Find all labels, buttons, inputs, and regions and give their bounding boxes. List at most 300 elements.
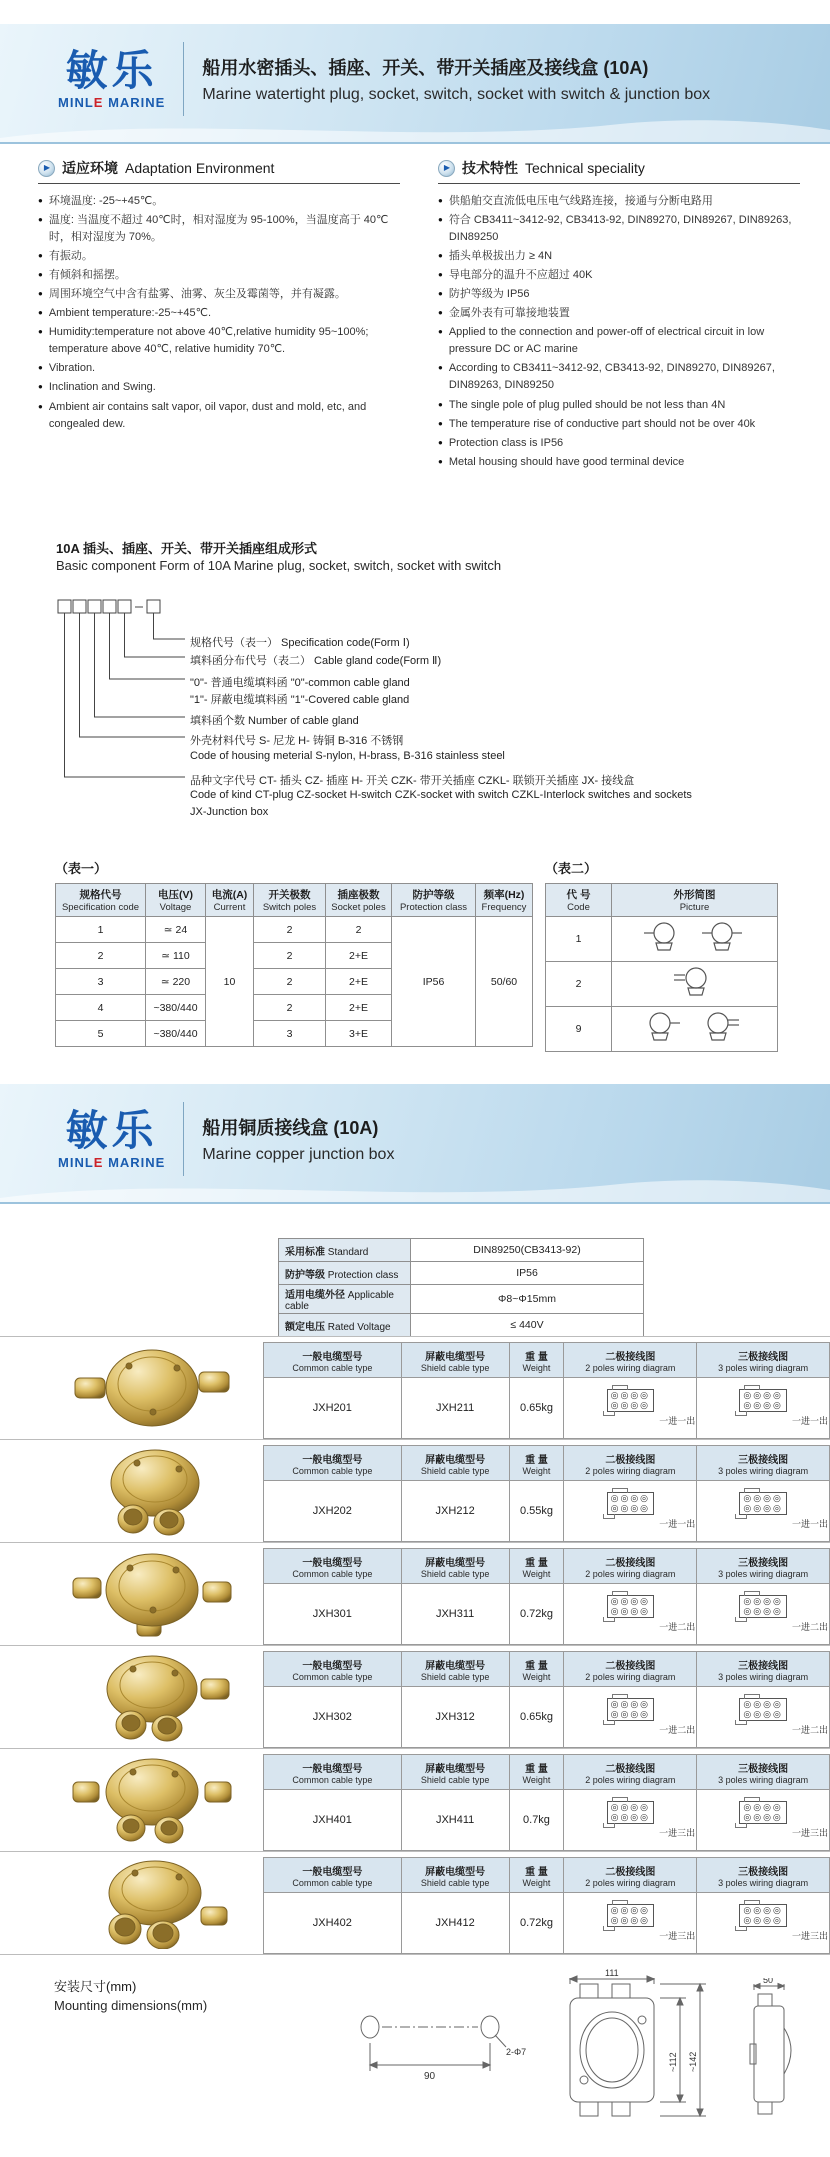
wiring-2pole-cell [564, 1378, 697, 1439]
mounting-section [0, 1960, 830, 2157]
form2-table [545, 883, 778, 1052]
page-title-cn: 船用水密插头、插座、开关、带开关插座及接线盒 (10A) [202, 58, 649, 78]
cell-spec: 3 [56, 969, 146, 995]
table-row [546, 962, 778, 1007]
standards-value: Φ8~Φ15mm [411, 1285, 644, 1314]
product-table [263, 1342, 830, 1439]
front-view-drawing [540, 1968, 730, 2133]
col-2pole-diagram: 二极接线图 2 poles wiring diagram [564, 1446, 697, 1481]
gland-layout-icon [630, 919, 760, 957]
standards-table [278, 1238, 644, 1337]
col-3pole-diagram: 三极接线图 3 poles wiring diagram [697, 1858, 830, 1893]
product-row-jxh402 [0, 1852, 830, 1955]
svg-text:50: 50 [763, 1978, 774, 1985]
col-2pole-diagram: 二极接线图 2 poles wiring diagram [564, 1858, 697, 1893]
side-view-drawing [732, 1978, 812, 2128]
list-item [38, 399, 400, 433]
cell-spec: 1 [56, 917, 146, 943]
diagram-label: 一进二出 [791, 1622, 828, 1633]
shield-model: JXH211 [401, 1378, 509, 1439]
minle-logo [58, 1106, 166, 1170]
product-image-jxh301 [52, 1547, 252, 1641]
col-current: 电流(A) Current [206, 884, 254, 917]
adaptation-heading [38, 158, 400, 184]
list-item [438, 248, 800, 265]
logo-en-rest: MARINE [103, 94, 166, 110]
cell-protection: IP56 [392, 917, 476, 1047]
common-model: JXH202 [264, 1481, 402, 1542]
logo-en-rest: MARINE [103, 1154, 166, 1170]
product-image-jxh401 [52, 1753, 252, 1847]
technical-section [438, 158, 800, 473]
cell-switch: 2 [254, 917, 326, 943]
wiring-3pole-cell [697, 1790, 830, 1851]
list-item-text: 环境温度: -25~+45℃。 [48, 195, 164, 207]
header-divider [183, 1102, 184, 1176]
diagram-label: 一进二出 [659, 1725, 696, 1736]
svg-text:~142: ~142 [688, 2051, 698, 2072]
page-title-en: Marine watertight plug, socket, switch, socket with switch & junction box [202, 86, 711, 103]
form1-table [55, 883, 533, 1047]
col-frequency: 频率(Hz) Frequency [476, 884, 533, 917]
diagram-label: 一进三出 [791, 1828, 828, 1839]
logo-cn-text: 敏乐 [65, 46, 158, 94]
diagram-label: 一进一出 [791, 1519, 828, 1530]
wiring-2pole-cell [564, 1481, 697, 1542]
list-item [38, 305, 400, 322]
logo-en-accent: E [93, 94, 104, 110]
cell-spec: 2 [56, 943, 146, 969]
list-item [438, 212, 800, 246]
cell-voltage: ≃ 110 [146, 943, 206, 969]
diagram-label: 一进二出 [659, 1622, 696, 1633]
list-item [38, 324, 400, 358]
list-item [38, 360, 400, 377]
technical-list-en [438, 324, 800, 470]
col-weight: 重 量 Weight [509, 1446, 564, 1481]
adaptation-list-cn [38, 193, 400, 303]
technical-heading-en: Technical speciality [525, 160, 645, 176]
logo-en-text [58, 96, 165, 109]
terminal-block-icon: ◎◎◎◎ ◎◎◎◎ [739, 1801, 786, 1825]
product-image-jxh302 [52, 1650, 252, 1744]
bullet-icon: ● [38, 327, 43, 337]
code-label-gland-code: 填料函分布代号（表二） Cable gland code(Form Ⅱ) [190, 655, 442, 667]
cell-switch: 2 [254, 969, 326, 995]
cell-picture [612, 1007, 778, 1052]
table-row [546, 917, 778, 962]
cell-spec: 5 [56, 1021, 146, 1047]
table-row [264, 1893, 830, 1954]
logo-cn-text: 敏乐 [65, 1106, 158, 1154]
code-label-kind-jx: JX-Junction box [190, 806, 269, 818]
list-item-text: 周围环境空气中含有盐雾、油雾、灰尘及霉菌等，并有凝露。 [48, 288, 346, 301]
list-item [38, 286, 400, 303]
cell-socket: 2 [326, 917, 392, 943]
table-row [546, 1007, 778, 1052]
diagram-label: 一进一出 [659, 1519, 696, 1530]
list-item [438, 454, 800, 471]
cell-socket: 3+E [326, 1021, 392, 1047]
svg-text:~112: ~112 [668, 2052, 678, 2072]
model-code-diagram [55, 596, 189, 786]
col-shield: 屏蔽电缆型号 Shield cable type [401, 1446, 509, 1481]
bullet-icon: ● [438, 418, 443, 428]
standards-label: 采用标准 Standard [279, 1239, 411, 1262]
col-2pole-diagram: 二极接线图 2 poles wiring diagram [564, 1549, 697, 1584]
col-common: 一般电缆型号 Common cable type [264, 1549, 402, 1584]
header-divider [183, 42, 184, 116]
bullet-icon: ● [438, 270, 443, 280]
logo-en-text [58, 1156, 165, 1169]
col-common: 一般电缆型号 Common cable type [264, 1652, 402, 1687]
list-item [38, 379, 400, 396]
code-label-kind-en: Code of kind CT-plug CZ-socket H-switch CZK-socket with switch CZKL-Interlock switches and sockets [190, 789, 692, 801]
code-label-material: 外壳材料代号 S- 尼龙 H- 铸铜 B-316 不锈钢 [190, 735, 404, 747]
wave-decoration [0, 1168, 830, 1202]
col-picture: 外形简图 Picture [612, 884, 778, 917]
col-3pole-diagram: 三极接线图 3 poles wiring diagram [697, 1446, 830, 1481]
adaptation-section [38, 158, 400, 473]
shield-model: JXH312 [401, 1687, 509, 1748]
list-item-text: Inclination and Swing. [48, 381, 156, 394]
terminal-block-icon: ◎◎◎◎ ◎◎◎◎ [607, 1389, 654, 1413]
col-weight: 重 量 Weight [509, 1652, 564, 1687]
wiring-2pole-cell [564, 1790, 697, 1851]
common-model: JXH402 [264, 1893, 402, 1954]
cell-code: 2 [546, 962, 612, 1007]
adaptation-list-en [38, 305, 400, 432]
cell-voltage: ≃ 24 [146, 917, 206, 943]
col-3pole-diagram: 三极接线图 3 poles wiring diagram [697, 1652, 830, 1687]
terminal-block-icon: ◎◎◎◎ ◎◎◎◎ [607, 1801, 654, 1825]
cell-voltage: ~380/440 [146, 995, 206, 1021]
bullet-icon: ● [438, 215, 443, 225]
form2-section [545, 858, 778, 1052]
standards-section [278, 1238, 644, 1337]
cell-switch: 3 [254, 1021, 326, 1047]
cell-picture [612, 917, 778, 962]
svg-text:111: 111 [605, 1968, 619, 1978]
col-common: 一般电缆型号 Common cable type [264, 1858, 402, 1893]
code-label-kind: 品种文字代号 CT- 插头 CZ- 插座 H- 开关 CZK- 带开关插座 CZKL- 联锁开关插座 JX- 接线盒 [190, 775, 635, 787]
terminal-block-icon: ◎◎◎◎ ◎◎◎◎ [739, 1595, 786, 1619]
gland-layout-icon [630, 964, 760, 1002]
gland-layout-icon [630, 1009, 760, 1047]
cell-current: 10 [206, 917, 254, 1047]
table-row [264, 1378, 830, 1439]
cell-switch: 2 [254, 995, 326, 1021]
bullet-icon: ● [38, 382, 43, 392]
col-common: 一般电缆型号 Common cable type [264, 1446, 402, 1481]
product-image-jxh201 [52, 1341, 252, 1435]
product-table [263, 1754, 830, 1851]
list-item [38, 193, 400, 210]
table-row [279, 1239, 644, 1262]
col-weight: 重 量 Weight [509, 1549, 564, 1584]
cell-frequency: 50/60 [476, 917, 533, 1047]
weight-value: 0.55kg [509, 1481, 564, 1542]
technical-list-cn [438, 193, 800, 322]
shield-model: JXH412 [401, 1893, 509, 1954]
weight-value: 0.7kg [509, 1790, 564, 1851]
component-form-section [0, 538, 830, 848]
col-weight: 重 量 Weight [509, 1858, 564, 1893]
wiring-3pole-cell [697, 1378, 830, 1439]
list-item-text: The single pole of plug pulled should be not less than 4N [448, 398, 726, 411]
col-2pole-diagram: 二极接线图 2 poles wiring diagram [564, 1755, 697, 1790]
code-label-gland-0: "0"- 普通电缆填料函 "0"-common cable gland [190, 677, 410, 689]
diagram-label: 一进三出 [659, 1931, 696, 1942]
col-protection: 防护等级 Protection class [392, 884, 476, 917]
bullet-icon: ● [38, 308, 43, 318]
diagram-label: 一进一出 [791, 1416, 828, 1427]
minle-logo [58, 46, 166, 110]
technical-heading [438, 158, 800, 184]
col-shield: 屏蔽电缆型号 Shield cable type [401, 1858, 509, 1893]
common-model: JXH401 [264, 1790, 402, 1851]
standards-label: 额定电压 Rated Voltage [279, 1314, 411, 1337]
list-item-text: 有倾斜和摇摆。 [48, 269, 126, 282]
bullet-icon: ● [38, 251, 43, 261]
cell-voltage: ≃ 220 [146, 969, 206, 995]
col-shield: 屏蔽电缆型号 Shield cable type [401, 1652, 509, 1687]
terminal-block-icon: ◎◎◎◎ ◎◎◎◎ [607, 1698, 654, 1722]
shield-model: JXH212 [401, 1481, 509, 1542]
table-row [279, 1262, 644, 1285]
product-image-jxh202 [52, 1444, 252, 1538]
list-item-text: Applied to the connection and power-off of electrical circuit in low pressure DC or AC marine [448, 326, 765, 356]
list-item [438, 360, 800, 394]
col-socket-poles: 插座极数 Socket poles [326, 884, 392, 917]
terminal-block-icon: ◎◎◎◎ ◎◎◎◎ [607, 1595, 654, 1619]
code-label-gland-count: 填料函个数 Number of cable gland [190, 715, 359, 727]
list-item [38, 212, 400, 246]
header-band-1 [0, 24, 830, 144]
wave-decoration [0, 108, 830, 142]
terminal-block-icon: ◎◎◎◎ ◎◎◎◎ [607, 1904, 654, 1928]
standards-value: ≤ 440V [411, 1314, 644, 1337]
list-item [438, 286, 800, 303]
shield-model: JXH311 [401, 1584, 509, 1645]
common-model: JXH302 [264, 1687, 402, 1748]
logo-en-accent: E [93, 1154, 104, 1170]
col-shield: 屏蔽电缆型号 Shield cable type [401, 1549, 509, 1584]
col-shield: 屏蔽电缆型号 Shield cable type [401, 1755, 509, 1790]
col-common: 一般电缆型号 Common cable type [264, 1755, 402, 1790]
table-row [264, 1481, 830, 1542]
play-circle-icon: ▶ [438, 160, 455, 177]
cell-socket: 2+E [326, 943, 392, 969]
svg-text:2-Φ7: 2-Φ7 [506, 2047, 527, 2057]
col-spec-code: 规格代号 Specification code [56, 884, 146, 917]
cell-socket: 2+E [326, 995, 392, 1021]
product-row-jxh202 [0, 1440, 830, 1543]
col-common: 一般电缆型号 Common cable type [264, 1343, 402, 1378]
list-item-text: Ambient temperature:-25~+45℃. [48, 307, 212, 320]
cell-code: 1 [546, 917, 612, 962]
wiring-3pole-cell [697, 1481, 830, 1542]
list-item-text: 防护等级为 IP56 [448, 288, 530, 301]
weight-value: 0.72kg [509, 1584, 564, 1645]
play-circle-icon: ▶ [38, 160, 55, 177]
section-title-en: Marine copper junction box [202, 1146, 395, 1163]
bullet-icon: ● [438, 251, 443, 261]
list-item [438, 416, 800, 433]
bullet-icon: ● [438, 363, 443, 373]
list-item-text: Humidity:temperature not above 40℃,relative humidity 95~100%; temperature above 40℃, relative humidity 70℃. [48, 326, 369, 356]
product-list [0, 1336, 830, 1955]
wiring-2pole-cell [564, 1687, 697, 1748]
list-item-text: 导电部分的温升不应超过 40K [448, 269, 593, 282]
list-item-text: Ambient air contains salt vapor, oil vapor, dust and mold, etc, and congealed dew. [48, 400, 367, 430]
component-title-en: Basic component Form of 10A Marine plug, socket, switch, socket with switch [56, 558, 502, 573]
list-item-text: 金属外表有可靠接地装置 [448, 307, 570, 320]
weight-value: 0.65kg [509, 1378, 564, 1439]
product-table [263, 1651, 830, 1748]
diagram-label: 一进三出 [659, 1828, 696, 1839]
list-item-text: According to CB3411~3412-92, CB3413-92, DIN89270, DIN89267, DIN89263, DIN89250 [448, 362, 775, 392]
logo-en-main: MINL [58, 1154, 94, 1170]
product-table [263, 1548, 830, 1645]
list-item-text: Metal housing should have good terminal device [448, 455, 685, 468]
weight-value: 0.65kg [509, 1687, 564, 1748]
table-row [264, 1687, 830, 1748]
product-row-jxh201 [0, 1337, 830, 1440]
bullet-icon: ● [38, 196, 43, 205]
form2-caption: （表二） [545, 861, 598, 876]
table-row [264, 1790, 830, 1851]
col-2pole-diagram: 二极接线图 2 poles wiring diagram [564, 1343, 697, 1378]
technical-heading-cn: 技术特性 [462, 160, 518, 176]
cell-picture [612, 962, 778, 1007]
col-shield: 屏蔽电缆型号 Shield cable type [401, 1343, 509, 1378]
bullet-icon: ● [438, 196, 443, 205]
bullet-icon: ● [38, 270, 43, 280]
bullet-icon: ● [38, 401, 43, 411]
col-3pole-diagram: 三极接线图 3 poles wiring diagram [697, 1755, 830, 1790]
list-item-text: 有振动。 [48, 250, 93, 263]
common-model: JXH201 [264, 1378, 402, 1439]
bullet-icon: ● [438, 456, 443, 466]
section-title-cn: 船用铜质接线盒 (10A) [202, 1118, 379, 1138]
logo-en-main: MINL [58, 94, 94, 110]
cell-socket: 2+E [326, 969, 392, 995]
mounting-title-cn: 安装尺寸(mm) [54, 1979, 137, 1994]
table-row [279, 1285, 644, 1314]
list-item [438, 397, 800, 414]
list-item-text: 插头单极拔出力 ≥ 4N [448, 250, 553, 263]
col-switch-poles: 开关极数 Switch poles [254, 884, 326, 917]
standards-value: DIN89250(CB3413-92) [411, 1239, 644, 1262]
col-3pole-diagram: 三极接线图 3 poles wiring diagram [697, 1549, 830, 1584]
terminal-block-icon: ◎◎◎◎ ◎◎◎◎ [739, 1492, 786, 1516]
diagram-label: 一进三出 [791, 1931, 828, 1942]
list-item [438, 193, 800, 210]
list-item [438, 435, 800, 452]
adaptation-heading-cn: 适应环境 [62, 160, 118, 176]
code-label-material-en: Code of housing meterial S-nylon, H-brass, B-316 stainless steel [190, 750, 505, 762]
bullet-icon: ● [438, 289, 443, 299]
col-weight: 重 量 Weight [509, 1755, 564, 1790]
bullet-icon: ● [438, 327, 443, 337]
wiring-3pole-cell [697, 1687, 830, 1748]
bullet-icon: ● [438, 308, 443, 318]
wiring-3pole-cell [697, 1893, 830, 1954]
product-row-jxh302 [0, 1646, 830, 1749]
code-label-gland-1: "1"- 屏蔽电缆填料函 "1"-Covered cable gland [190, 694, 410, 706]
diagram-label: 一进二出 [791, 1725, 828, 1736]
list-item-text: 温度: 当温度不超过 40℃时，相对湿度为 95-100%，当温度高于 40℃时，相对湿度为 70%。 [48, 214, 389, 244]
bullet-icon: ● [38, 289, 43, 299]
cell-switch: 2 [254, 943, 326, 969]
header-band-2 [0, 1084, 830, 1204]
component-title-cn: 10A 插头、插座、开关、带开关插座组成形式 [56, 541, 317, 556]
list-item [38, 267, 400, 284]
product-table [263, 1857, 830, 1954]
svg-text:90: 90 [424, 2071, 436, 2082]
list-item-text: The temperature rise of conductive part should not be over 40k [448, 417, 756, 430]
cell-voltage: ~380/440 [146, 1021, 206, 1047]
standards-label: 适用电缆外径 Applicable cable [279, 1285, 411, 1314]
product-table [263, 1445, 830, 1542]
list-item-text: 符合 CB3411~3412-92, CB3413-92, DIN89270, DIN89267, DIN89263, DIN89250 [448, 214, 792, 244]
weight-value: 0.72kg [509, 1893, 564, 1954]
wiring-3pole-cell [697, 1584, 830, 1645]
cell-spec: 4 [56, 995, 146, 1021]
cell-code: 9 [546, 1007, 612, 1052]
table-row [56, 917, 533, 943]
col-voltage: 电压(V) Voltage [146, 884, 206, 917]
col-code: 代 号 Code [546, 884, 612, 917]
list-item [438, 324, 800, 358]
hole-layout-drawing [340, 2005, 530, 2090]
terminal-block-icon: ◎◎◎◎ ◎◎◎◎ [739, 1698, 786, 1722]
form1-section [55, 858, 533, 1047]
form1-caption: （表一） [55, 861, 108, 876]
product-row-jxh401 [0, 1749, 830, 1852]
list-item [438, 305, 800, 322]
table-row [279, 1314, 644, 1337]
bullet-icon: ● [38, 215, 43, 225]
list-item-text: Protection class is IP56 [448, 436, 564, 449]
list-item [438, 267, 800, 284]
wiring-2pole-cell [564, 1584, 697, 1645]
terminal-block-icon: ◎◎◎◎ ◎◎◎◎ [739, 1904, 786, 1928]
standards-label: 防护等级 Protection class [279, 1262, 411, 1285]
standards-value: IP56 [411, 1262, 644, 1285]
bullet-icon: ● [38, 363, 43, 373]
product-image-jxh402 [52, 1856, 252, 1950]
list-item [38, 248, 400, 265]
diagram-label: 一进一出 [659, 1416, 696, 1427]
table-row [264, 1584, 830, 1645]
product-row-jxh301 [0, 1543, 830, 1646]
terminal-block-icon: ◎◎◎◎ ◎◎◎◎ [739, 1389, 786, 1413]
shield-model: JXH411 [401, 1790, 509, 1851]
terminal-block-icon: ◎◎◎◎ ◎◎◎◎ [607, 1492, 654, 1516]
bullet-icon: ● [438, 437, 443, 447]
col-3pole-diagram: 三极接线图 3 poles wiring diagram [697, 1343, 830, 1378]
code-label-spec: 规格代号（表一） Specification code(Form Ⅰ) [190, 637, 410, 649]
col-weight: 重 量 Weight [509, 1343, 564, 1378]
common-model: JXH301 [264, 1584, 402, 1645]
list-item-text: Vibration. [48, 362, 96, 375]
col-2pole-diagram: 二极接线图 2 poles wiring diagram [564, 1652, 697, 1687]
list-item-text: 供船舶交直流低电压电气线路连接，接通与分断电路用 [448, 195, 713, 207]
bullet-icon: ● [438, 399, 443, 409]
wiring-2pole-cell [564, 1893, 697, 1954]
